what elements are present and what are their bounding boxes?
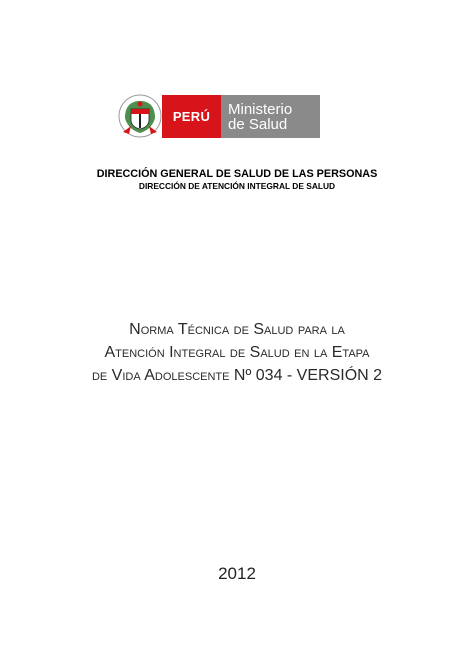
- ministry-line-1: Ministerio: [228, 101, 293, 118]
- ministry-brand-box: [221, 95, 320, 138]
- header-logo: [117, 92, 320, 140]
- publication-year: 2012: [218, 564, 256, 583]
- institution-line-2: DIRECCIÓN DE ATENCIÓN INTEGRAL DE SALUD: [138, 181, 336, 191]
- institution-line-1: DIRECCIÓN GENERAL DE SALUD DE LAS PERSONAS: [96, 168, 378, 180]
- title-line-1: Norma Técnica de Salud para la: [129, 321, 345, 338]
- country-label: PERÚ: [172, 109, 211, 124]
- title-line-3: de Vida Adolescente Nº 034 - VERSIÓN 2: [91, 367, 383, 384]
- peru-brand-box: [162, 95, 221, 138]
- ministry-line-2: de Salud: [228, 116, 288, 133]
- coat-of-arms-seal-icon: [117, 92, 163, 140]
- title-line-2: Atención Integral de Salud en la Etapa: [104, 344, 370, 361]
- document-title: [0, 318, 474, 387]
